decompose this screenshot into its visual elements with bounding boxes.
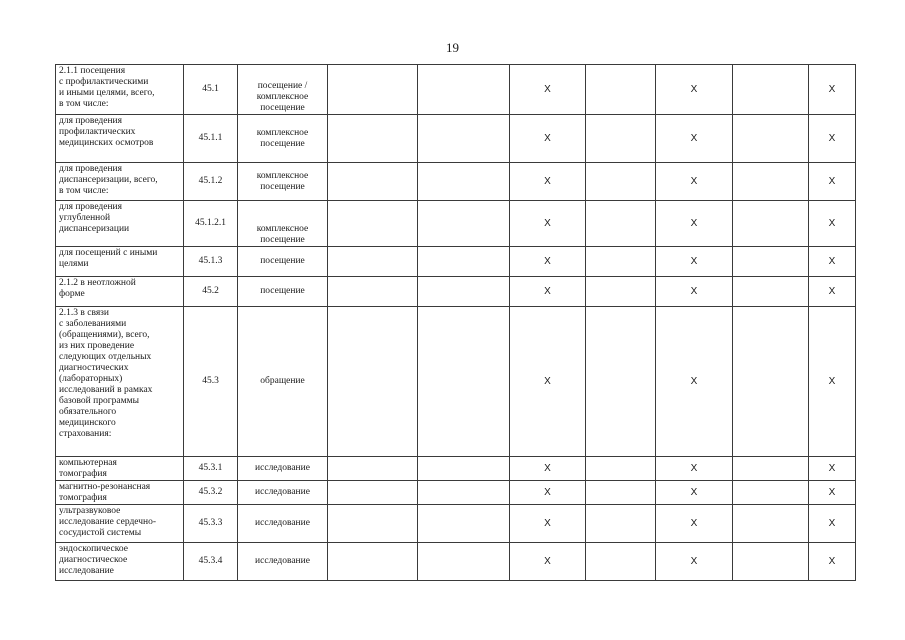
row-code-cell-text: 45.1.2 xyxy=(198,176,223,186)
x-mark-cell xyxy=(510,115,586,163)
row-unit-cell-text: комплексное посещение xyxy=(256,224,309,245)
empty-cell xyxy=(586,247,656,277)
row-code-cell xyxy=(184,277,238,307)
empty-cell xyxy=(733,481,809,505)
row-name-cell xyxy=(56,505,184,543)
x-mark-cell xyxy=(656,163,733,201)
empty-cell xyxy=(418,115,510,163)
x-mark-cell xyxy=(510,543,586,581)
x-mark-cell-text: X xyxy=(544,84,551,95)
row-code-cell-text: 45.1.3 xyxy=(198,256,223,266)
row-unit-cell xyxy=(238,201,328,247)
x-mark-cell-text: X xyxy=(544,256,551,267)
x-mark-cell-text: X xyxy=(828,518,836,529)
x-mark-cell-text: X xyxy=(690,487,698,498)
x-mark-cell xyxy=(510,247,586,277)
table-row xyxy=(56,307,856,457)
row-name-cell xyxy=(56,247,184,277)
x-mark-cell xyxy=(510,457,586,481)
x-mark-cell-text: X xyxy=(544,133,551,144)
x-mark-cell-text: X xyxy=(828,286,836,297)
x-mark-cell xyxy=(510,481,586,505)
empty-cell xyxy=(733,163,809,201)
row-code-cell xyxy=(184,65,238,115)
row-name-cell-text: 2.1.1 посещения с профилактическими и иными целями, всего, в том числе: xyxy=(59,66,155,109)
x-mark-cell xyxy=(656,247,733,277)
x-mark-cell xyxy=(809,481,856,505)
row-name-cell xyxy=(56,277,184,307)
x-mark-cell xyxy=(656,481,733,505)
empty-cell xyxy=(733,201,809,247)
x-mark-cell xyxy=(809,247,856,277)
data-table xyxy=(55,64,856,581)
row-code-cell xyxy=(184,115,238,163)
row-unit-cell-text: исследование xyxy=(255,518,310,528)
empty-cell xyxy=(586,163,656,201)
row-name-cell xyxy=(56,481,184,505)
row-code-cell xyxy=(184,247,238,277)
x-mark-cell-text: X xyxy=(544,463,551,474)
x-mark-cell xyxy=(656,457,733,481)
table-row xyxy=(56,457,856,481)
empty-cell xyxy=(328,505,418,543)
x-mark-cell-text: X xyxy=(544,218,551,229)
empty-cell xyxy=(733,65,809,115)
x-mark-cell xyxy=(809,505,856,543)
x-mark-cell xyxy=(656,201,733,247)
empty-cell xyxy=(418,505,510,543)
empty-cell xyxy=(418,481,510,505)
x-mark-cell-text: X xyxy=(828,133,836,144)
row-unit-cell-text: исследование xyxy=(255,463,310,473)
row-unit-cell-text: исследование xyxy=(255,556,310,566)
row-unit-cell xyxy=(238,307,328,457)
row-code-cell xyxy=(184,163,238,201)
row-code-cell xyxy=(184,543,238,581)
x-mark-cell-text: X xyxy=(690,176,698,187)
row-name-cell-text: для проведения углубленной диспансеризации xyxy=(59,202,130,234)
empty-cell xyxy=(733,277,809,307)
row-name-cell xyxy=(56,543,184,581)
x-mark-cell xyxy=(656,307,733,457)
x-mark-cell xyxy=(510,277,586,307)
row-code-cell-text: 45.3 xyxy=(202,376,219,386)
row-unit-cell-text: посещение / комплексное посещение xyxy=(256,81,309,113)
x-mark-cell-text: X xyxy=(690,256,698,267)
table-row xyxy=(56,481,856,505)
x-mark-cell xyxy=(510,201,586,247)
x-mark-cell-text: X xyxy=(690,376,698,387)
row-code-cell xyxy=(184,505,238,543)
empty-cell xyxy=(328,65,418,115)
empty-cell xyxy=(418,65,510,115)
row-code-cell-text: 45.3.1 xyxy=(198,463,223,473)
row-name-cell xyxy=(56,163,184,201)
row-unit-cell xyxy=(238,543,328,581)
x-mark-cell-text: X xyxy=(690,463,698,474)
row-name-cell xyxy=(56,307,184,457)
empty-cell xyxy=(418,247,510,277)
table-row xyxy=(56,543,856,581)
table-row xyxy=(56,163,856,201)
empty-cell xyxy=(733,307,809,457)
empty-cell xyxy=(418,457,510,481)
row-name-cell xyxy=(56,201,184,247)
x-mark-cell xyxy=(510,65,586,115)
x-mark-cell-text: X xyxy=(544,556,551,567)
row-unit-cell-text: посещение xyxy=(260,256,305,266)
row-unit-cell xyxy=(238,115,328,163)
empty-cell xyxy=(586,277,656,307)
empty-cell xyxy=(733,115,809,163)
row-unit-cell-text: комплексное посещение xyxy=(256,170,309,192)
row-name-cell-text: для проведения диспансеризации, всего, в том числе: xyxy=(59,164,158,196)
empty-cell xyxy=(586,505,656,543)
x-mark-cell xyxy=(809,65,856,115)
x-mark-cell xyxy=(656,115,733,163)
empty-cell xyxy=(586,481,656,505)
empty-cell xyxy=(328,307,418,457)
x-mark-cell xyxy=(656,65,733,115)
empty-cell xyxy=(418,543,510,581)
empty-cell xyxy=(328,247,418,277)
table-row xyxy=(56,277,856,307)
x-mark-cell xyxy=(809,543,856,581)
row-code-cell-text: 45.2 xyxy=(202,286,219,296)
row-name-cell xyxy=(56,65,184,115)
row-name-cell-text: для посещений с иными целями xyxy=(59,248,158,269)
empty-cell xyxy=(733,247,809,277)
row-unit-cell xyxy=(238,277,328,307)
row-unit-cell xyxy=(238,481,328,505)
x-mark-cell-text: X xyxy=(690,133,698,144)
x-mark-cell-text: X xyxy=(690,556,698,567)
row-unit-cell-text: посещение xyxy=(260,286,305,296)
table-row xyxy=(56,65,856,115)
row-unit-cell-text: комплексное посещение xyxy=(256,127,309,149)
table-row xyxy=(56,247,856,277)
x-mark-cell-text: X xyxy=(828,256,836,267)
table-row xyxy=(56,115,856,163)
row-code-cell xyxy=(184,201,238,247)
x-mark-cell xyxy=(656,277,733,307)
row-unit-cell xyxy=(238,247,328,277)
row-name-cell xyxy=(56,115,184,163)
row-code-cell xyxy=(184,307,238,457)
x-mark-cell xyxy=(510,307,586,457)
page-number: 19 xyxy=(446,40,459,55)
empty-cell xyxy=(328,163,418,201)
empty-cell xyxy=(733,457,809,481)
empty-cell xyxy=(328,543,418,581)
x-mark-cell-text: X xyxy=(828,218,836,229)
x-mark-cell xyxy=(809,115,856,163)
empty-cell xyxy=(328,115,418,163)
x-mark-cell-text: X xyxy=(544,376,551,387)
empty-cell xyxy=(586,307,656,457)
table-row xyxy=(56,505,856,543)
row-unit-cell-text: исследование xyxy=(255,487,310,497)
row-unit-cell xyxy=(238,505,328,543)
x-mark-cell xyxy=(809,201,856,247)
x-mark-cell xyxy=(809,457,856,481)
row-code-cell-text: 45.3.4 xyxy=(198,556,223,566)
x-mark-cell xyxy=(809,307,856,457)
empty-cell xyxy=(586,115,656,163)
empty-cell xyxy=(418,277,510,307)
x-mark-cell xyxy=(809,163,856,201)
empty-cell xyxy=(328,481,418,505)
row-code-cell-text: 45.3.3 xyxy=(198,518,223,528)
empty-cell xyxy=(328,277,418,307)
x-mark-cell-text: X xyxy=(828,84,836,95)
row-name-cell-text: компьютерная томография xyxy=(59,458,117,479)
empty-cell xyxy=(328,457,418,481)
x-mark-cell-text: X xyxy=(828,463,836,474)
empty-cell xyxy=(418,201,510,247)
x-mark-cell-text: X xyxy=(544,286,551,297)
x-mark-cell xyxy=(510,163,586,201)
row-code-cell xyxy=(184,481,238,505)
row-name-cell-text: эндоскопическое диагностическое исследование xyxy=(59,544,128,576)
row-code-cell-text: 45.1 xyxy=(202,84,219,94)
x-mark-cell-text: X xyxy=(828,487,836,498)
x-mark-cell-text: X xyxy=(544,487,551,498)
row-unit-cell xyxy=(238,163,328,201)
x-mark-cell-text: X xyxy=(690,84,698,95)
row-name-cell-text: ультразвуковое исследование сердечно- сосудистой системы xyxy=(59,506,157,538)
empty-cell xyxy=(586,65,656,115)
row-unit-cell-text: обращение xyxy=(260,376,305,386)
x-mark-cell xyxy=(656,505,733,543)
empty-cell xyxy=(733,543,809,581)
row-unit-cell xyxy=(238,65,328,115)
empty-cell xyxy=(733,505,809,543)
x-mark-cell-text: X xyxy=(828,556,836,567)
empty-cell xyxy=(418,307,510,457)
row-name-cell xyxy=(56,457,184,481)
x-mark-cell-text: X xyxy=(690,518,698,529)
empty-cell xyxy=(418,163,510,201)
table-row xyxy=(56,201,856,247)
x-mark-cell-text: X xyxy=(828,376,836,387)
x-mark-cell-text: X xyxy=(544,176,551,187)
x-mark-cell xyxy=(809,277,856,307)
row-code-cell-text: 45.1.2.1 xyxy=(195,218,226,228)
empty-cell xyxy=(586,457,656,481)
x-mark-cell-text: X xyxy=(544,518,551,529)
x-mark-cell xyxy=(510,505,586,543)
row-name-cell-text: магнитно-резонансная томография xyxy=(59,482,151,503)
x-mark-cell xyxy=(656,543,733,581)
empty-cell xyxy=(586,201,656,247)
row-name-cell-text: 2.1.3 в связи с заболеваниями (обращениями), всего, из них проведение следующих отдельных диагностических (лабораторных) исследований в рамках базовой программы обязательного медицинского страхования: xyxy=(59,308,153,439)
row-unit-cell xyxy=(238,457,328,481)
row-code-cell-text: 45.1.1 xyxy=(198,133,223,143)
x-mark-cell-text: X xyxy=(828,176,836,187)
row-code-cell-text: 45.3.2 xyxy=(198,487,223,497)
x-mark-cell-text: X xyxy=(690,218,698,229)
row-name-cell-text: для проведения профилактических медицинских осмотров xyxy=(59,116,154,148)
row-name-cell-text: 2.1.2 в неотложной форме xyxy=(59,278,136,299)
empty-cell xyxy=(586,543,656,581)
x-mark-cell-text: X xyxy=(690,286,698,297)
row-code-cell xyxy=(184,457,238,481)
empty-cell xyxy=(328,201,418,247)
